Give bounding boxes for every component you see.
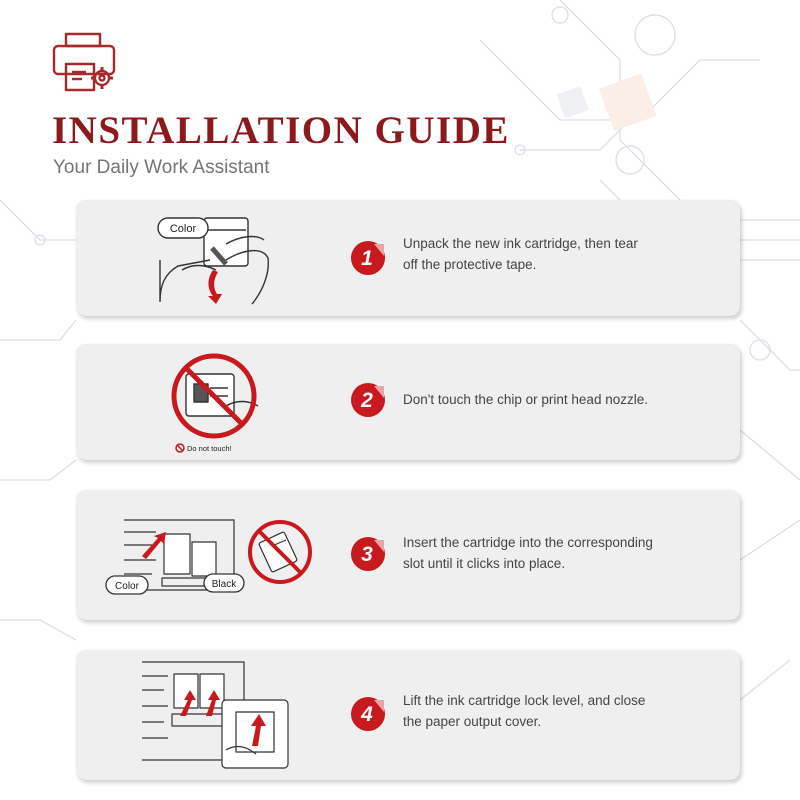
page-title: INSTALLATION GUIDE: [52, 109, 510, 152]
svg-text:3: 3: [361, 543, 373, 566]
step-text: Don't touch the chip or print head nozzle.: [403, 392, 648, 407]
step-text: Unpack the new ink cartridge, then tear off the protective tape.: [403, 236, 638, 272]
insert-cartridge-illustration: [76, 490, 326, 620]
step-card-1: [76, 200, 740, 316]
color-label: Color: [169, 223, 197, 235]
step-card-2: [76, 344, 740, 460]
svg-text:4: 4: [361, 703, 373, 726]
step-text: Insert the cartridge into the corresponding slot until it clicks into place.: [403, 535, 653, 571]
black-label: Black: [211, 579, 237, 590]
printer-settings-icon: [52, 32, 120, 94]
no-touch-illustration: [76, 344, 316, 460]
step-text: Lift the ink cartridge lock level, and close the paper output cover.: [403, 693, 646, 729]
unpack-cartridge-illustration: [76, 200, 316, 316]
step-number-badge: [348, 380, 388, 420]
do-not-touch-label: Do not touch!: [187, 444, 232, 453]
svg-text:2: 2: [361, 389, 373, 412]
color-label: Color: [115, 581, 139, 592]
svg-text:1: 1: [361, 247, 373, 270]
step-card-3: [76, 490, 740, 620]
step-card-4: [76, 650, 740, 780]
lock-lever-illustration: [76, 650, 326, 780]
step-number-badge: [348, 238, 388, 278]
down-arrow-icon: [208, 270, 222, 304]
page-subtitle: Your Daily Work Assistant: [53, 157, 270, 178]
step-number-badge: [348, 534, 388, 574]
step-number-badge: [348, 694, 388, 734]
